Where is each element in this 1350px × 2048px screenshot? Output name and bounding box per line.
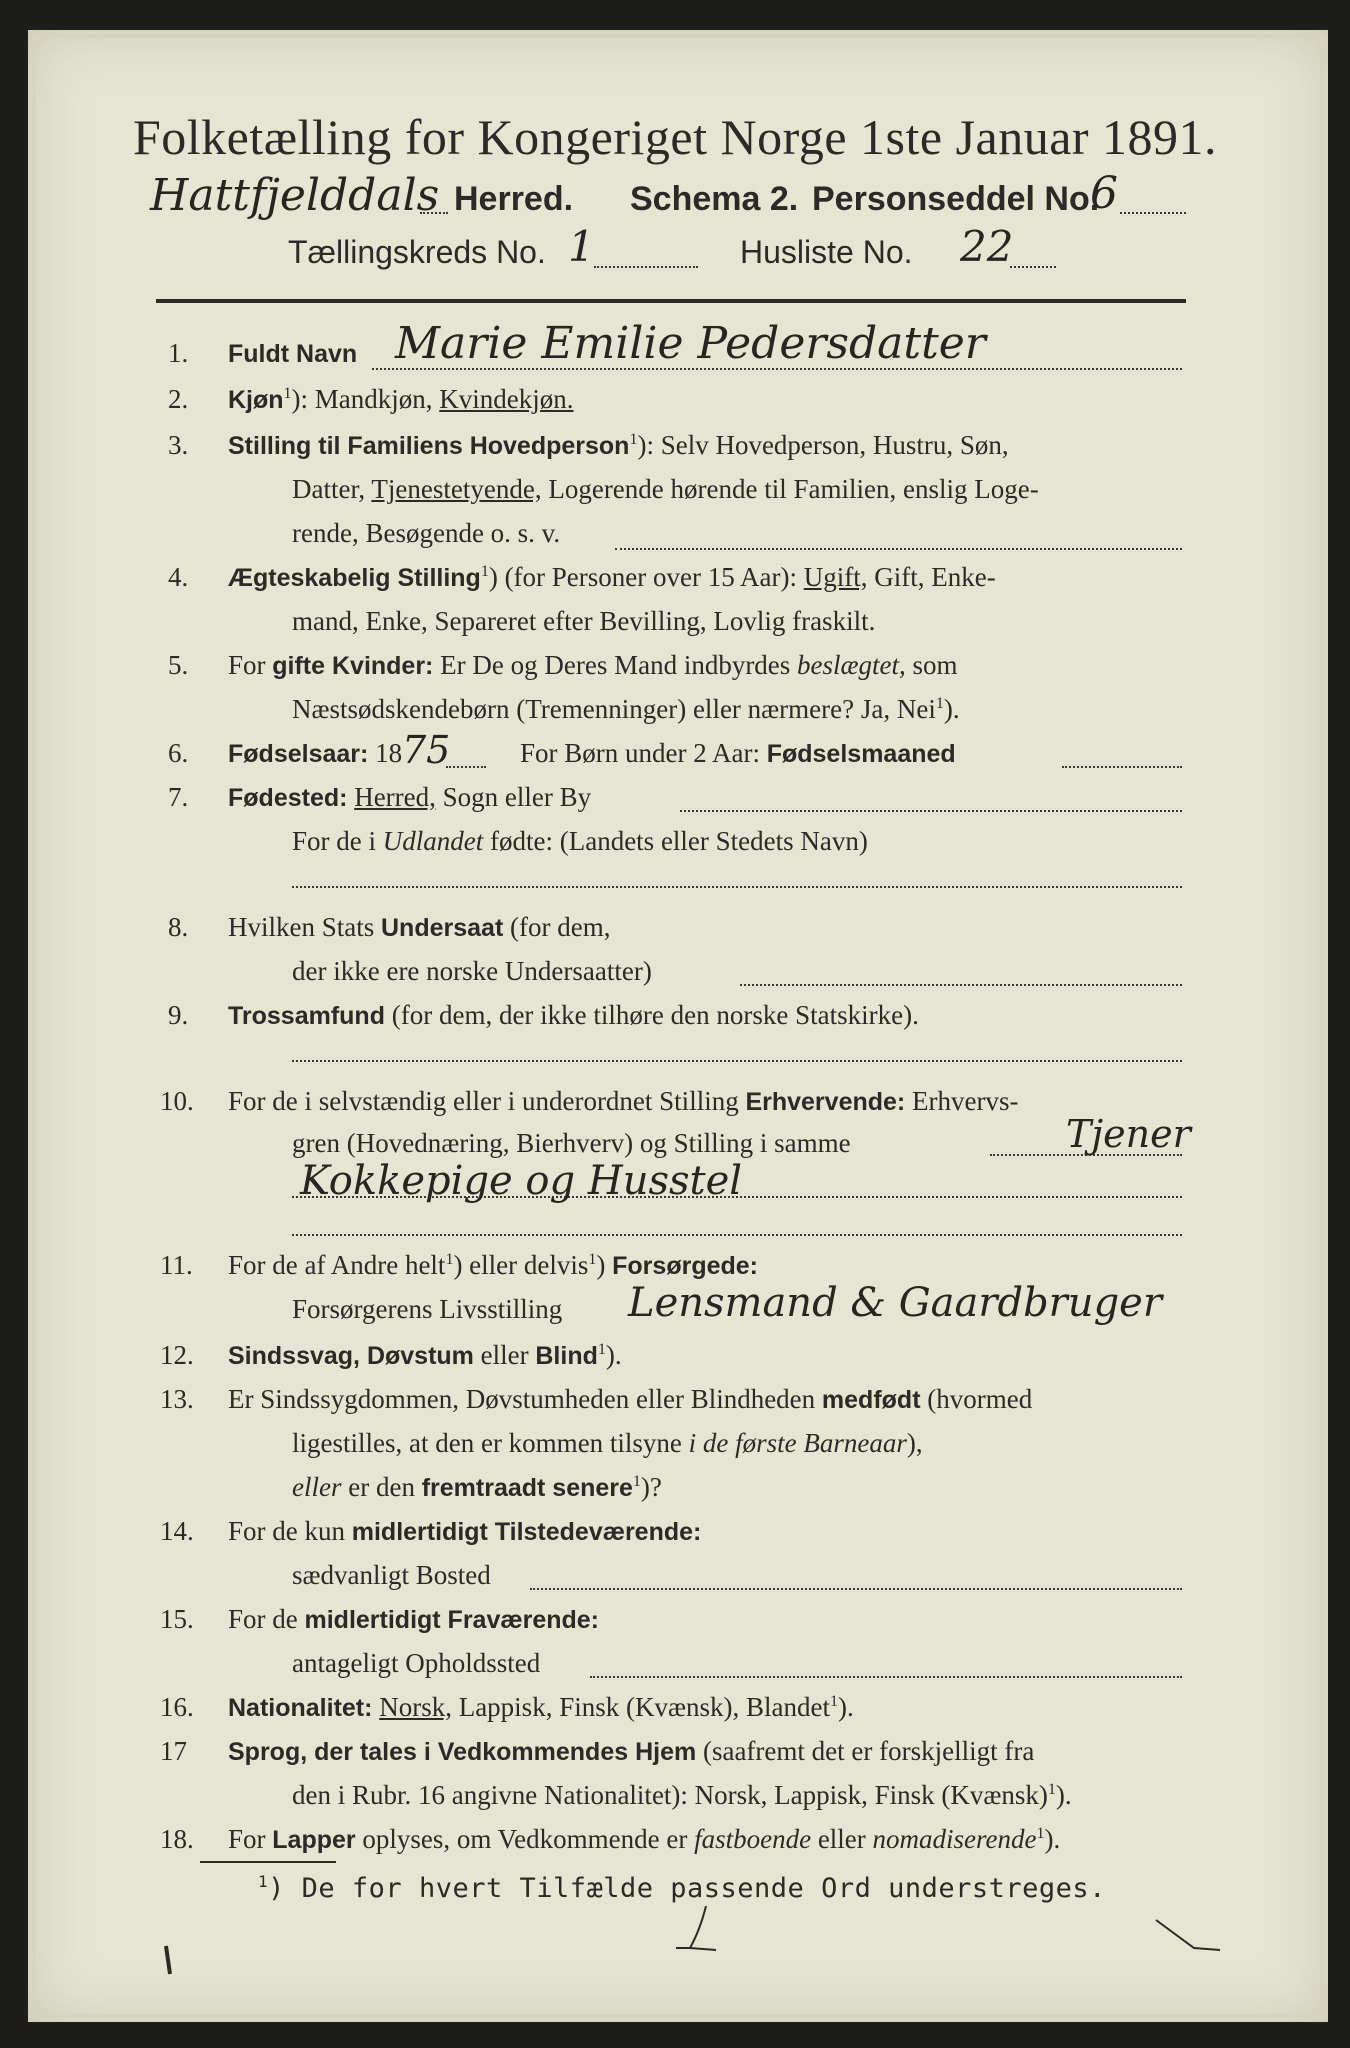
f6-label: Fødselsaar: <box>228 740 369 768</box>
f13-eller: eller <box>292 1472 342 1502</box>
f8-text-b: der ikke ere norske Undersaatter) <box>292 956 652 986</box>
herred-dots <box>420 212 448 214</box>
f5-row-b <box>292 694 960 725</box>
f12-text: eller <box>473 1340 536 1370</box>
f13-text-a1: Er Sindssygdommen, Døvstumheden eller Blindheden <box>228 1384 822 1414</box>
footnote <box>258 1872 1106 1904</box>
f9-number: 9. <box>168 1000 189 1030</box>
f12-label2: Blind <box>535 1342 598 1370</box>
f18-text-a1: For <box>228 1824 273 1854</box>
f10-text-a2: Erhvervs- <box>905 1086 1019 1116</box>
f10-row-a <box>228 1086 1018 1117</box>
f11-row-b <box>292 1294 562 1325</box>
f3-tjenestetyende: Tjenestetyende, <box>371 474 542 504</box>
f12-number: 12. <box>160 1340 194 1370</box>
f6-dots-a <box>446 766 486 768</box>
f15-row-b <box>292 1648 540 1679</box>
f10-text-b: gren (Hovednæring, Bierhverv) og Stilling i samme <box>292 1128 851 1158</box>
f5-beslaegtet: beslægtet, <box>797 650 906 680</box>
f1-label: Fuldt Navn <box>228 340 358 368</box>
f13-number: 13. <box>160 1384 194 1414</box>
f7-herred: Herred, <box>354 782 436 812</box>
f15-row-a <box>228 1604 599 1635</box>
f4-row-b <box>292 606 875 637</box>
f8-label: Undersaat <box>381 914 504 942</box>
f9-row <box>228 1000 919 1031</box>
footnote-text: ) De for hvert Tilfælde passende Ord understreges. <box>268 1873 1106 1904</box>
f2-kvindekjon: Kvindekjøn. <box>439 384 574 414</box>
f7-number: 7. <box>168 782 189 812</box>
husliste-dots <box>1010 266 1056 268</box>
f10-label: Erhvervende: <box>745 1088 906 1116</box>
herred-label: Herred. <box>454 180 574 218</box>
f8-row-b <box>292 956 652 987</box>
f12-label: Sindssvag, Døvstum <box>228 1342 474 1370</box>
f2-sup: 1 <box>283 385 292 402</box>
f11-number: 11. <box>160 1250 193 1280</box>
f18-label: Lapper <box>272 1826 356 1854</box>
footnote-sup: 1 <box>258 1872 269 1891</box>
f13-text-b1: ligestilles, at den er kommen tilsyne <box>292 1428 689 1458</box>
f13-italic: i de første Barneaar <box>688 1428 907 1458</box>
f7-udlandet: Udlandet <box>382 826 484 856</box>
kreds-label: Tællingskreds No. <box>288 234 546 270</box>
f11-sup2: 1 <box>588 1251 597 1268</box>
f13-row-a <box>228 1384 1032 1415</box>
f2-text: ): Mandkjøn, <box>291 384 440 414</box>
f6-label2: Fødselsmaaned <box>766 740 956 768</box>
f11-text-a1: For de af Andre helt <box>228 1250 446 1280</box>
f3-number: 3. <box>168 430 189 460</box>
f14-label: midlertidigt Tilstedeværende: <box>351 1518 702 1546</box>
f13-text-a2: (hvormed <box>920 1384 1033 1414</box>
personseddel-number: 6 <box>1090 168 1118 219</box>
f18-end: ). <box>1044 1824 1061 1854</box>
f8-row-a <box>228 912 610 943</box>
f3-row-c <box>292 518 560 549</box>
f16-end: ). <box>837 1692 854 1722</box>
f3-label: Stilling til Familiens Hovedperson <box>228 432 630 460</box>
f4-number: 4. <box>168 562 189 592</box>
f3-sup: 1 <box>629 431 638 448</box>
f7-text-b2: fødte: (Landets eller Stedets Navn) <box>483 826 868 856</box>
f12-sup: 1 <box>597 1341 606 1358</box>
f17-label: Sprog, der tales i Vedkommendes Hjem <box>228 1738 697 1766</box>
f8-number: 8. <box>168 912 189 942</box>
herred-handwritten: Hattfjelddals <box>150 170 440 221</box>
f7-text-b1: For de i <box>292 826 383 856</box>
f11-label: Forsørgede: <box>612 1252 758 1280</box>
f9-label: Trossamfund <box>228 1002 385 1030</box>
f16-sup: 1 <box>829 1693 838 1710</box>
f5-row-a <box>228 650 958 681</box>
f16-row <box>228 1692 854 1723</box>
f8-text-a1: Hvilken Stats <box>228 912 381 942</box>
f2-label: Kjøn <box>228 386 284 414</box>
f4-row-a <box>228 562 996 593</box>
f6-value-prefix: 18 <box>368 738 403 768</box>
f9-dots <box>292 1060 1182 1062</box>
f3-text-b2: Logerende hørende til Familien, enslig Loge- <box>541 474 1039 504</box>
f15-text-b: antageligt Opholdssted <box>292 1648 541 1678</box>
f14-text-a1: For de kun <box>228 1516 352 1546</box>
f17-row-b <box>292 1780 1072 1811</box>
f14-row-a <box>228 1516 701 1547</box>
form-title: Folketælling for Kongeriget Norge 1ste Januar 1891. <box>132 109 1218 165</box>
f3-row-a <box>228 430 1009 461</box>
f10-dots-c <box>292 1234 1182 1236</box>
husliste-label: Husliste No. <box>740 234 913 270</box>
personseddel-label: Personseddel No. <box>812 180 1100 218</box>
f18-number: 18. <box>160 1824 194 1854</box>
f15-dots <box>590 1676 1182 1678</box>
f12-row <box>228 1340 622 1371</box>
f5-sup: 1 <box>935 695 944 712</box>
f4-text-b: mand, Enke, Separeret efter Bevilling, Lovlig fraskilt. <box>292 606 876 636</box>
f3-text-c: rende, Besøgende o. s. v. <box>292 518 561 548</box>
f17-text-b: den i Rubr. 16 angivne Nationalitet): Norsk, Lappisk, Finsk (Kvænsk) <box>292 1780 1048 1810</box>
f5-text-a3: som <box>905 650 958 680</box>
f12-end: ). <box>605 1340 622 1370</box>
f4-sup: 1 <box>480 563 489 580</box>
f10-number: 10. <box>160 1086 194 1116</box>
f10-value-a: Tjener <box>1066 1112 1191 1156</box>
f6-row <box>228 738 402 769</box>
f15-text-a1: For de <box>228 1604 305 1634</box>
f3-text-a: ): Selv Hovedperson, Hustru, Søn, <box>637 430 1009 460</box>
f16-text: Lappisk, Finsk (Kvænsk), Blandet <box>451 1692 830 1722</box>
f1-row <box>228 338 357 369</box>
f16-label: Nationalitet: <box>228 1694 373 1722</box>
f6-year-value: 75 <box>402 728 451 772</box>
f13-row-b <box>292 1428 923 1459</box>
f16-norsk: Norsk, <box>379 1692 452 1722</box>
f1-number: 1. <box>168 338 189 368</box>
f7-label: Fødested: <box>228 784 348 812</box>
f11-text-a2: ) eller delvis <box>453 1250 589 1280</box>
f17-row-a <box>228 1736 1034 1767</box>
f7-text: Sogn eller By <box>435 782 592 812</box>
f6-dots-b <box>1062 766 1182 768</box>
f11-text-a3: ) <box>596 1250 613 1280</box>
f6-text: For Børn under 2 Aar: <box>520 738 767 768</box>
kreds-dots <box>594 266 698 268</box>
f9-text: (for dem, der ikke tilhøre den norske Statskirke). <box>384 1000 919 1030</box>
f18-row <box>228 1824 1060 1855</box>
f3-row-b <box>292 474 1039 505</box>
f5-label: gifte Kvinder: <box>272 652 434 680</box>
f10-text-a1: For de i selvstændig eller i underordnet Stilling <box>228 1086 746 1116</box>
header-rule <box>0 295 1350 315</box>
f5-text-a2: Er De og Deres Mand indbyrdes <box>433 650 798 680</box>
f13-text-c2: )? <box>640 1472 662 1502</box>
f14-text-b: sædvanligt Bosted <box>292 1560 491 1590</box>
f7-row-a <box>228 782 591 813</box>
f7-row-b <box>292 826 868 857</box>
f7-dots-b <box>292 886 1182 888</box>
f4-text-a2: Gift, Enke- <box>867 562 996 592</box>
f15-label: midlertidigt Fraværende: <box>304 1606 599 1634</box>
f14-row-b <box>292 1560 491 1591</box>
f6-number: 6. <box>168 738 189 768</box>
f13-label2: fremtraadt senere <box>421 1474 633 1502</box>
footnote-rule <box>0 1858 1350 1868</box>
f8-text-a2: (for dem, <box>503 912 611 942</box>
f13-text-b2: ), <box>906 1428 923 1458</box>
f4-ugift: Ugift, <box>803 562 868 592</box>
kreds-number: 1 <box>568 222 595 271</box>
f18-nomadiserende: nomadiserende <box>872 1824 1037 1854</box>
personseddel-dots <box>1120 212 1186 214</box>
f8-dots <box>740 984 1182 986</box>
f14-number: 14. <box>160 1516 194 1546</box>
f13-sup: 1 <box>632 1473 641 1490</box>
f2-number: 2. <box>168 384 189 414</box>
f4-text-a: ) (for Personer over 15 Aar): <box>488 562 804 592</box>
f5-number: 5. <box>168 650 189 680</box>
f18-text-a2: oplyses, om Vedkommende er <box>355 1824 695 1854</box>
f11-value: Lensmand & Gaardbruger <box>628 1280 1162 1326</box>
f4-label: Ægteskabelig Stilling <box>228 564 481 592</box>
f13-text-c1: er den <box>341 1472 422 1502</box>
f17-text-a: (saafremt det er forskjelligt fra <box>696 1736 1035 1766</box>
husliste-number: 22 <box>960 222 1014 271</box>
f5-text-a1: For <box>228 650 273 680</box>
f11-sup1: 1 <box>445 1251 454 1268</box>
f13-row-c <box>292 1472 662 1503</box>
f14-dots <box>530 1588 1182 1590</box>
f2-row <box>228 384 574 415</box>
f7-dots-a <box>680 810 1182 812</box>
schema-label: Schema 2. <box>630 180 799 218</box>
f6-row-b <box>520 738 956 769</box>
f5-end: ). <box>943 694 960 724</box>
f1-name-value: Marie Emilie Pedersdatter <box>395 318 986 369</box>
f5-text-b: Næstsødskendebørn (Tremenninger) eller nærmere? Ja, Nei <box>292 694 936 724</box>
f17-end: ). <box>1055 1780 1072 1810</box>
f13-label: medfødt <box>821 1386 921 1414</box>
f15-number: 15. <box>160 1604 194 1634</box>
f11-text-b: Forsørgerens Livsstilling <box>292 1294 563 1324</box>
f18-fastboende: fastboende <box>694 1824 812 1854</box>
f16-number: 16. <box>160 1692 194 1722</box>
f10-row-b <box>292 1128 851 1159</box>
f10-value-b: Kokkepige og Husstel <box>300 1158 743 1204</box>
f3-dots <box>615 548 1182 550</box>
f18-text-a3: eller <box>811 1824 873 1854</box>
f17-sup: 1 <box>1047 1781 1056 1798</box>
f11-row-a <box>228 1250 758 1281</box>
f3-text-b1: Datter, <box>292 474 372 504</box>
f18-sup: 1 <box>1036 1825 1045 1842</box>
f17-number: 17 <box>160 1736 187 1766</box>
